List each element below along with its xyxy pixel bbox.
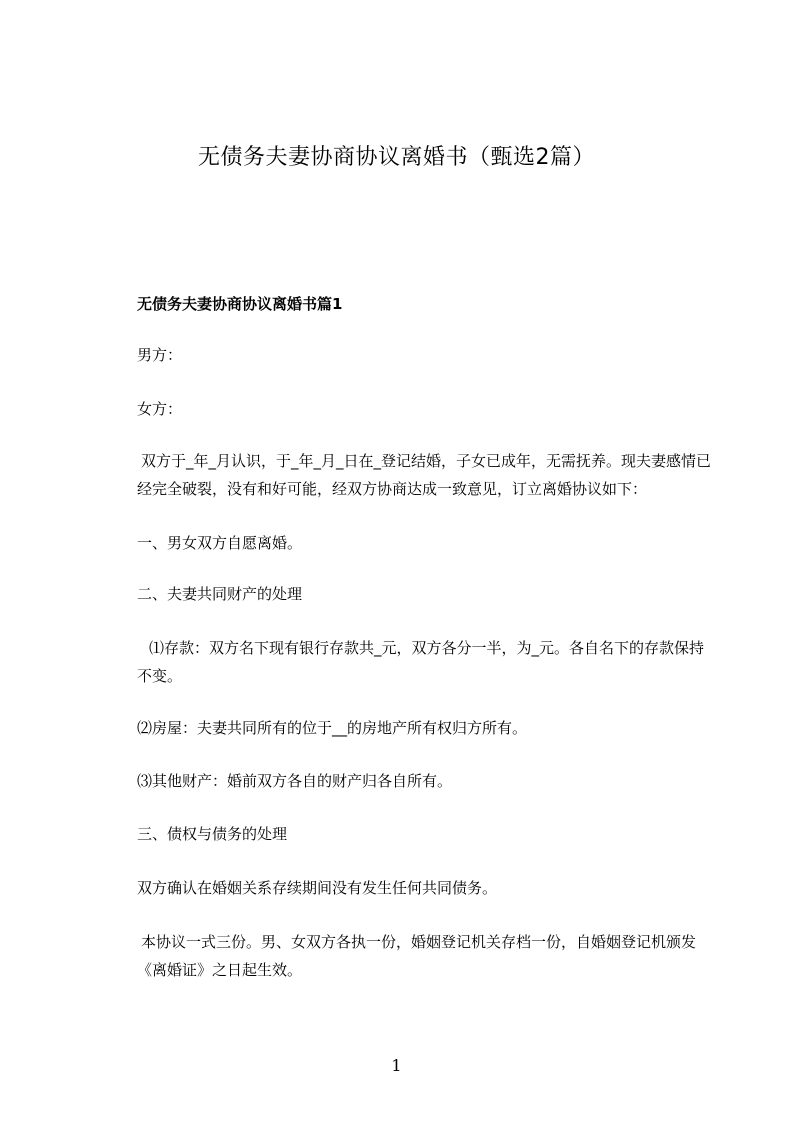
paragraph-background: 双方于_年_月认识，于_年_月_日在_登记结婚，子女已成年，无需抚养。现夫妻感情已经完全破裂，没有和好可能，经双方协商达成一致意见，订立离婚协议如下：	[137, 452, 712, 498]
paragraph-female-party: 女方：	[137, 400, 183, 418]
paragraph-effectiveness: 本协议一式三份。男、女双方各执一份，婚姻登记机关存档一份，自婚姻登记机颁发《离婚证》之日起生效。	[137, 933, 697, 979]
document-title: 无债务夫妻协商协议离婚书（甄选2篇）	[198, 145, 595, 170]
paragraph-clause-1: 一、男女双方自愿离婚。	[137, 534, 303, 552]
paragraph-debts: 双方确认在婚姻关系存续期间没有发生任何共同债务。	[137, 879, 498, 897]
paragraph-deposits: ⑴存款：双方名下现有银行存款共_元，双方各分一半，为_元。各自名下的存款保持不变。	[137, 639, 705, 685]
paragraph-clause-3: 三、债权与债务的处理	[137, 825, 288, 843]
paragraph-house: ⑵房屋：夫妻共同所有的位于__的房地产所有权归方所有。	[137, 719, 528, 737]
page-number: 1	[391, 1056, 402, 1075]
paragraph-male-party: 男方：	[137, 346, 183, 364]
section-heading: 无债务夫妻协商协议离婚书篇1	[137, 295, 343, 313]
paragraph-clause-2: 二、夫妻共同财产的处理	[137, 585, 303, 603]
paragraph-other-property: ⑶其他财产：婚前双方各自的财产归各自所有。	[137, 772, 453, 790]
